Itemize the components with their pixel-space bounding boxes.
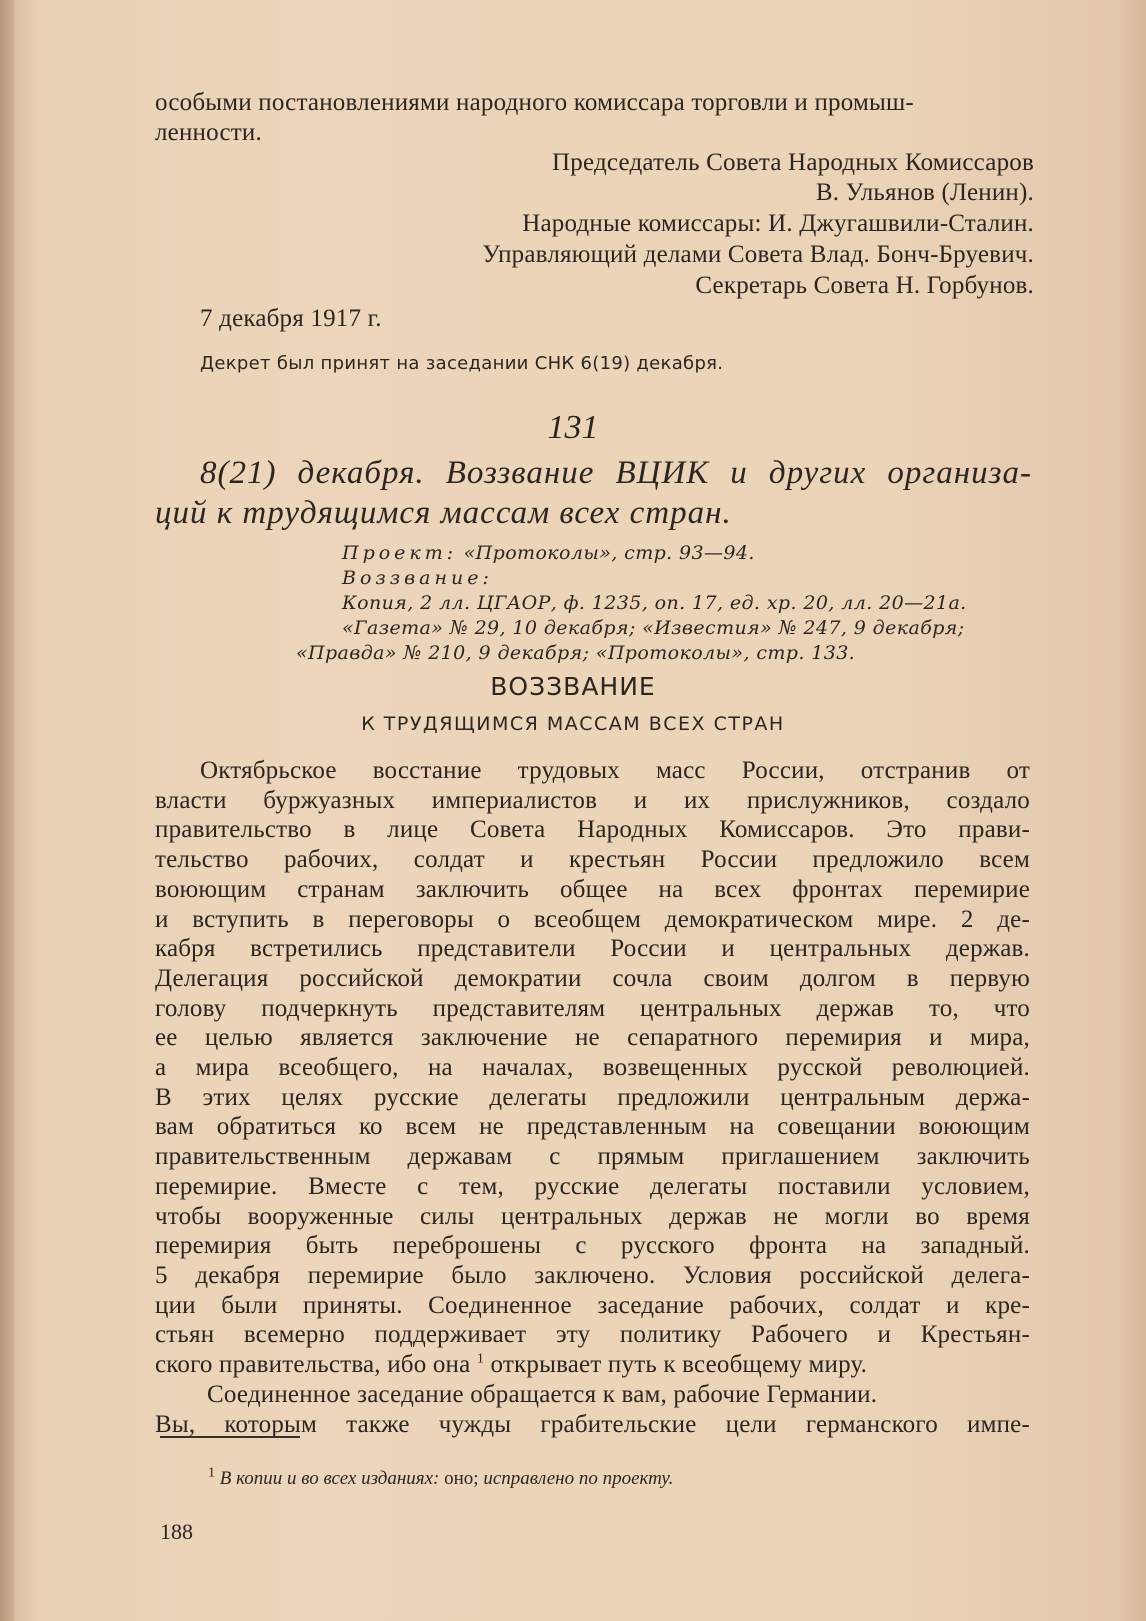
source-line-5: «Правда» № 210, 9 декабря; «Протоколы», стр. 133.	[296, 642, 856, 664]
footnote-italic-1: В копии и во всех изданиях:	[219, 1468, 440, 1489]
signature-manager: Управляющий делами Совета Влад. Бонч-Бруевич.	[482, 241, 1034, 268]
carryover-line-1: особыми постановлениями народного комиссара торговли и промыш-	[155, 89, 914, 116]
body-line: перемирие. Вместе с тем, русские делегаты поставили условием,	[155, 1172, 1030, 1200]
body-line: 5 декабря перемирие было заключено. Условия российской делега-	[155, 1261, 1030, 1289]
body-line: голову подчеркнуть представителям центральных держав то, что	[155, 994, 1030, 1022]
appeal-subheading: К ТРУДЯЩИМСЯ МАССАМ ВСЕХ СТРАН	[361, 713, 785, 735]
signature-secretary: Секретарь Совета Н. Горбунов.	[695, 272, 1034, 299]
footnote	[208, 1465, 674, 1490]
decree-note: Декрет был принят на заседании СНК 6(19) декабря.	[200, 353, 724, 374]
document-title-line-1: 8(21) декабря. Воззвание ВЦИК и других организа-	[200, 455, 1032, 491]
document-number: 131	[547, 409, 599, 446]
body-line: вам обратиться ко всем не представленным на совещании воюющим	[155, 1113, 1030, 1141]
source-draft	[342, 541, 755, 565]
footnote-ref: 1	[476, 1351, 485, 1367]
body-line: воюющим странам заключить общее на всех фронтах перемирие	[155, 875, 1030, 903]
para2-line-2: Вы, которым также чужды грабительские цели германского импе-	[155, 1411, 1030, 1438]
body-line: ции были приняты. Соединенное заседание рабочих, солдат и кре-	[155, 1291, 1030, 1319]
body-line: стьян всемерно поддерживает эту политику Рабочего и Крестьян-	[155, 1321, 1030, 1349]
footnote-rule	[160, 1436, 300, 1438]
body-line: а мира всеобщего, на началах, возвещенных русской революцией.	[155, 1054, 1030, 1081]
body-last-before: ского правительства, ибо она	[155, 1351, 471, 1378]
body-line: перемирия быть переброшены с русского фронта на западный.	[155, 1232, 1030, 1260]
source-draft-text: «Протоколы», стр. 93—94.	[463, 542, 755, 564]
decree-date: 7 декабря 1917 г.	[200, 305, 382, 332]
body-line: правительственным державам с прямым приглашением заключить	[155, 1143, 1030, 1171]
body-line: чтобы вооруженные силы центральных держав не могли во время	[155, 1202, 1030, 1230]
body-line: Октябрьское восстание трудовых масс России, отстранив от	[200, 757, 1030, 784]
signature-chairman: Председатель Совета Народных Комиссаров	[552, 149, 1034, 176]
source-line-4: «Газета» № 29, 10 декабря; «Известия» № 247, 9 декабря;	[342, 617, 965, 639]
body-line-last	[155, 1350, 867, 1380]
source-line-3: Копия, 2 лл. ЦГАОР, ф. 1235, оп. 17, ед. хр. 20, лл. 20—21а.	[342, 592, 967, 614]
book-spine-shadow	[0, 0, 14, 1621]
body-line: кабря встретились представители России и центральных держав.	[155, 935, 1030, 963]
source-appeal-label: Воззвание:	[342, 567, 493, 589]
footnote-plain: оно;	[444, 1468, 479, 1489]
body-line: власти буржуазных империалистов и их прислужников, создало	[155, 786, 1030, 814]
body-line: тельство рабочих, солдат и крестьян России предложило всем	[155, 846, 1030, 874]
appeal-heading: ВОЗЗВАНИЕ	[490, 672, 656, 701]
para2-line-1: Соединенное заседание обращается к вам, рабочие Германии.	[207, 1381, 878, 1408]
carryover-line-2: ленности.	[155, 119, 262, 146]
footnote-italic-2: исправлено по проекту.	[483, 1468, 674, 1489]
page-number: 188	[160, 1519, 193, 1544]
document-title-line-2: ций к трудящимся массам всех стран.	[155, 495, 732, 531]
body-line: Делегация российской демократии сочла своим долгом в первую	[155, 964, 1030, 992]
source-draft-label: Проект:	[342, 542, 458, 564]
footnote-mark: 1	[208, 1465, 215, 1481]
body-last-after: открывает путь к всеобщему миру.	[490, 1351, 868, 1378]
body-line: и вступить в переговоры о всеобщем демократическом мире. 2 де-	[155, 905, 1030, 933]
signature-lenin: В. Ульянов (Ленин).	[815, 179, 1034, 206]
body-line: ее целью является заключение не сепаратного перемирия и мира,	[155, 1024, 1030, 1052]
body-line: В этих целях русские делегаты предложили центральным держа-	[155, 1083, 1030, 1111]
signature-commissars: Народные комиссары: И. Джугашвили-Сталин.	[522, 210, 1034, 237]
body-line: правительство в лице Совета Народных Комиссаров. Это прави-	[155, 816, 1030, 844]
